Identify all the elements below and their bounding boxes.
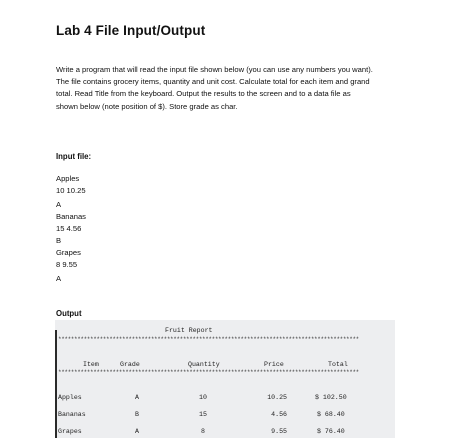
paragraph-line: shown below (note position of $). Store grade as char. bbox=[56, 101, 238, 111]
star-divider-top: ********************************************************************************************** bbox=[58, 336, 359, 343]
console-output bbox=[55, 320, 395, 438]
report-title: Fruit Report bbox=[165, 327, 213, 334]
paragraph-line: total. Read Title from the keyboard. Output the results to the screen and to a data file as bbox=[56, 89, 351, 99]
input-line: Apples bbox=[56, 174, 80, 183]
star-divider-bottom: ********************************************************************************************** bbox=[58, 369, 359, 376]
row-quantity: 15 bbox=[199, 411, 207, 418]
input-file-heading: Input file: bbox=[56, 152, 92, 161]
row-price: 9.55 bbox=[271, 428, 287, 435]
row-price: 4.56 bbox=[271, 411, 287, 418]
row-quantity: 10 bbox=[199, 394, 207, 401]
input-line: Grapes bbox=[56, 248, 81, 257]
input-line: B bbox=[56, 236, 62, 245]
row-item: Bananas bbox=[58, 411, 86, 418]
row-grade: A bbox=[135, 428, 139, 435]
header-grade: Grade bbox=[120, 361, 140, 368]
input-line: A bbox=[56, 200, 62, 209]
input-line: Bananas bbox=[56, 212, 86, 221]
input-line: 15 4.56 bbox=[56, 224, 82, 233]
paragraph-line: The file contains grocery items, quantity and unit cost. Calculate total for each item and grand bbox=[56, 77, 370, 87]
row-total: $ 76.40 bbox=[317, 428, 345, 435]
page-title: Lab 4 File Input/Output bbox=[56, 23, 206, 38]
row-total: $ 102.50 bbox=[315, 394, 347, 401]
instructions-paragraph bbox=[56, 64, 436, 113]
header-price: Price bbox=[264, 361, 284, 368]
input-line: 10 10.25 bbox=[56, 186, 86, 195]
input-line: 8 9.55 bbox=[56, 260, 78, 269]
input-line: A bbox=[56, 274, 62, 283]
row-total: $ 68.40 bbox=[317, 411, 345, 418]
header-total: Total bbox=[328, 361, 348, 368]
row-item: Apples bbox=[58, 394, 82, 401]
header-item: Item bbox=[83, 361, 99, 368]
row-item: Grapes bbox=[58, 428, 82, 435]
row-price: 10.25 bbox=[267, 394, 287, 401]
console-left-border bbox=[55, 330, 57, 438]
row-grade: A bbox=[135, 394, 139, 401]
row-grade: B bbox=[135, 411, 139, 418]
paragraph-line: Write a program that will read the input file shown below (you can use any numbers you want). bbox=[56, 65, 373, 74]
header-quantity: Quantity bbox=[188, 361, 220, 368]
row-quantity: 8 bbox=[201, 428, 205, 435]
output-heading: Output bbox=[56, 309, 82, 318]
